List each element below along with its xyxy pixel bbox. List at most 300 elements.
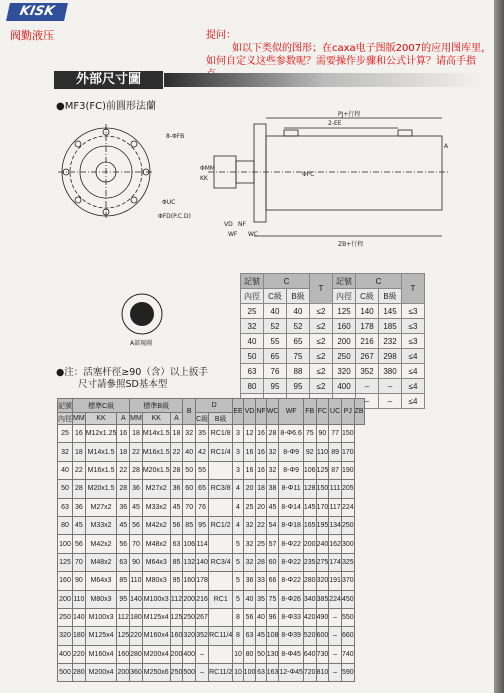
dimension-table-cell bbox=[209, 645, 233, 663]
col-fc: FC bbox=[316, 399, 329, 425]
dimension-table-cell: 50 bbox=[256, 645, 266, 663]
dimension-table-cell: 220 bbox=[73, 645, 86, 663]
dimension-table-cell: 90 bbox=[316, 425, 329, 443]
small-table-cell: 55 bbox=[264, 334, 287, 349]
small-table-cell: 32 bbox=[241, 319, 264, 334]
small-table-cell: 200 bbox=[333, 334, 356, 349]
question-body: 如以下类似的图形；在caxa电子图版2007的应用图库里，如何自定义这些参数呢？需要操作步骤和公式计算？请高手指 bbox=[206, 43, 492, 67]
dimension-table-cell: M33x2 bbox=[85, 516, 117, 534]
dimension-table-cell: 95 bbox=[170, 572, 183, 590]
col-kk-c: KK bbox=[85, 413, 117, 425]
dimension-table-cell: 267 bbox=[196, 608, 209, 626]
dimension-table-cell: 40 bbox=[256, 608, 266, 626]
page-edge-shadow bbox=[494, 0, 504, 693]
small-table-cell: ≤4 bbox=[402, 349, 425, 364]
dimension-table-cell: M48x2 bbox=[85, 553, 117, 571]
small-header-bore: 內徑 bbox=[241, 289, 264, 304]
dimension-table-cell: 16 bbox=[243, 443, 256, 461]
dimension-table-cell: RC3/4 bbox=[209, 553, 233, 571]
small-table-cell: 216 bbox=[356, 334, 379, 349]
small-table-row bbox=[241, 304, 425, 319]
dimension-table-cell: 80 bbox=[58, 516, 73, 534]
dimension-table-cell: 85 bbox=[117, 572, 130, 590]
c-dimension-table bbox=[240, 273, 425, 409]
small-table-cell: 40 bbox=[287, 304, 310, 319]
dimension-table-cell: 325 bbox=[341, 553, 354, 571]
dimension-table-cell: 224 bbox=[341, 498, 354, 516]
col-wf: WF bbox=[279, 399, 304, 425]
dimension-table-cell: 235 bbox=[303, 553, 316, 571]
small-table-row bbox=[241, 319, 425, 334]
dimension-table-cell: 45 bbox=[266, 498, 279, 516]
dimension-table-cell: M27x2 bbox=[142, 480, 170, 498]
dimension-table-cell: 117 bbox=[329, 498, 342, 516]
dimension-table-cell: 50 bbox=[58, 480, 73, 498]
uc-label: ΦUC bbox=[162, 199, 176, 206]
dimension-table-row bbox=[58, 443, 365, 461]
dimension-table-cell: 55 bbox=[196, 461, 209, 479]
dimension-table-cell: – bbox=[329, 608, 342, 626]
dimension-table-cell: – bbox=[196, 645, 209, 663]
dimension-table-cell: 160 bbox=[183, 572, 196, 590]
dimension-table-cell: – bbox=[329, 627, 342, 645]
dimension-table-cell: 63 bbox=[117, 553, 130, 571]
dimension-table-cell: 4 bbox=[233, 480, 243, 498]
dimension-table-cell: M20x1.5 bbox=[142, 461, 170, 479]
col-mm-c: MM bbox=[73, 413, 86, 425]
dimension-table-cell: 36 bbox=[243, 572, 256, 590]
dimension-table-cell: 22 bbox=[170, 443, 183, 461]
dimension-table-cell: 660 bbox=[341, 627, 354, 645]
title-stripe bbox=[164, 73, 484, 87]
dimension-table-cell: 178 bbox=[196, 572, 209, 590]
small-header-b-grade-2: B級 bbox=[379, 289, 402, 304]
dimension-table-cell: 106 bbox=[303, 461, 316, 479]
dimension-table-cell: 28 bbox=[130, 461, 143, 479]
dimension-table-cell: M42x2 bbox=[85, 535, 117, 553]
dimension-table-cell: – bbox=[329, 664, 342, 682]
dimension-table-cell: 54 bbox=[266, 516, 279, 534]
dimension-table-cell: 50 bbox=[183, 461, 196, 479]
col-kk-b: KK bbox=[142, 413, 170, 425]
dimension-table-cell: 160 bbox=[170, 627, 183, 645]
small-table-cell: 65 bbox=[287, 334, 310, 349]
dimension-table-cell: 200 bbox=[58, 590, 73, 608]
dimension-table-cell: 42 bbox=[196, 443, 209, 461]
detail-view-label: A部視圖 bbox=[130, 340, 153, 347]
dimension-table-cell: 22 bbox=[256, 516, 266, 534]
dimension-table-cell: – bbox=[196, 664, 209, 682]
dimension-table-cell: 740 bbox=[341, 645, 354, 663]
dimension-table-cell: 25 bbox=[243, 498, 256, 516]
dimension-table-cell: 5 bbox=[233, 553, 243, 571]
dimension-table-row bbox=[58, 535, 365, 553]
dimension-table-cell: 8-Φ39 bbox=[279, 627, 304, 645]
col-vd: VD bbox=[243, 399, 256, 425]
dimension-table-cell: 275 bbox=[316, 553, 329, 571]
vd-label: VD bbox=[224, 221, 233, 228]
dimension-table-cell: 180 bbox=[130, 608, 143, 626]
dimension-table-cell: 45 bbox=[170, 498, 183, 516]
dimension-table-cell: 4 bbox=[233, 498, 243, 516]
dimension-table-cell: 40 bbox=[58, 461, 73, 479]
dimension-table-row bbox=[58, 572, 365, 590]
small-table-cell: 160 bbox=[333, 319, 356, 334]
dimension-table-cell: 125 bbox=[316, 461, 329, 479]
dimension-table-cell: 16 bbox=[256, 461, 266, 479]
dimension-table-cell: M80x3 bbox=[142, 572, 170, 590]
small-table-cell: 75 bbox=[287, 349, 310, 364]
dimension-table-cell: M64x3 bbox=[142, 553, 170, 571]
small-table-cell: – bbox=[356, 379, 379, 394]
dimension-table-cell: M80x3 bbox=[85, 590, 117, 608]
dimension-table-cell: RC1/8 bbox=[209, 425, 233, 443]
dimension-table-cell: 32 bbox=[266, 461, 279, 479]
dimension-table-cell: 8 bbox=[233, 608, 243, 626]
dimension-table-cell: 70 bbox=[130, 535, 143, 553]
dimension-table-cell: 370 bbox=[341, 572, 354, 590]
dimension-table-row bbox=[58, 627, 365, 645]
dimension-table-cell: 8 bbox=[233, 627, 243, 645]
dimension-table-cell: 20 bbox=[243, 480, 256, 498]
dimension-table-cell: 100 bbox=[243, 664, 256, 682]
dimension-table-cell: 205 bbox=[341, 480, 354, 498]
dimension-table-cell: 191 bbox=[329, 572, 342, 590]
dimension-table-cell: 8-Φ22 bbox=[279, 535, 304, 553]
dimension-table-row bbox=[58, 608, 365, 626]
dimension-table-cell: 16 bbox=[117, 425, 130, 443]
col-d-b: B級 bbox=[209, 413, 233, 425]
small-table-cell: 25 bbox=[241, 304, 264, 319]
dimension-table-cell: 250 bbox=[183, 608, 196, 626]
dimension-table-cell: 63 bbox=[256, 664, 266, 682]
dimension-table-cell: 33 bbox=[256, 572, 266, 590]
dimension-table-cell: 150 bbox=[341, 425, 354, 443]
dimension-table-cell: 106 bbox=[183, 535, 196, 553]
dimension-table-cell: 500 bbox=[58, 664, 73, 682]
small-header-t-2: T bbox=[402, 274, 425, 304]
small-table-cell: 352 bbox=[356, 364, 379, 379]
small-table-cell: ≤2 bbox=[310, 364, 333, 379]
dimension-table-cell: 590 bbox=[341, 664, 354, 682]
dimension-table-cell: 18 bbox=[73, 443, 86, 461]
col-mm-b: MM bbox=[130, 413, 143, 425]
dimension-table-row bbox=[58, 590, 365, 608]
dimension-table-cell: 16 bbox=[73, 425, 86, 443]
cylinder-side-view bbox=[208, 118, 450, 236]
dimension-table-cell: M20x1.5 bbox=[85, 480, 117, 498]
dimension-table-cell: 134 bbox=[329, 516, 342, 534]
small-table-cell: 185 bbox=[379, 319, 402, 334]
small-table-cell: ≤2 bbox=[310, 304, 333, 319]
dimension-table-cell: 110 bbox=[316, 443, 329, 461]
dimension-table-cell: 77 bbox=[329, 425, 342, 443]
dimension-table-cell: 5 bbox=[233, 535, 243, 553]
dimension-table-cell bbox=[209, 461, 233, 479]
dimension-table-cell: 8-Φ9 bbox=[279, 461, 304, 479]
dimension-table-cell bbox=[209, 535, 233, 553]
question-title: 提问： bbox=[206, 30, 236, 41]
small-table-cell: – bbox=[379, 394, 402, 409]
dimension-table-cell: 128 bbox=[303, 480, 316, 498]
dimension-table-cell: 320 bbox=[183, 627, 196, 645]
dimension-table-cell: 640 bbox=[303, 645, 316, 663]
standard-c-header: 標準C級 bbox=[73, 399, 130, 413]
small-table-row bbox=[241, 334, 425, 349]
dimension-table-cell: 10 bbox=[233, 645, 243, 663]
dimension-table-cell: M100x3 bbox=[85, 608, 117, 626]
small-table-cell: 298 bbox=[379, 349, 402, 364]
dimension-table-row bbox=[58, 645, 365, 663]
dimension-table-cell: 25 bbox=[58, 425, 73, 443]
dimension-table-cell: RC3/8 bbox=[209, 480, 233, 498]
dimension-table-cell: RC1/4 bbox=[209, 443, 233, 461]
dimension-table-cell: M42x2 bbox=[142, 516, 170, 534]
dimension-table-cell: 96 bbox=[266, 608, 279, 626]
small-table-row bbox=[241, 379, 425, 394]
dimension-table-cell: 5 bbox=[233, 590, 243, 608]
dimension-table-cell: 108 bbox=[266, 627, 279, 645]
fd-label: ΦFD(P.C.D) bbox=[158, 213, 191, 220]
dimension-table-cell: M200x4 bbox=[85, 664, 117, 682]
dimension-table-cell: 125 bbox=[170, 608, 183, 626]
dimension-table-cell: 180 bbox=[73, 627, 86, 645]
dimension-table-cell: 85 bbox=[170, 553, 183, 571]
dimension-table-cell: 8-Φ26 bbox=[279, 590, 304, 608]
col-nf: NF bbox=[256, 399, 266, 425]
dimension-table-cell: 56 bbox=[130, 516, 143, 534]
dimension-table-cell: 18 bbox=[170, 425, 183, 443]
dimension-table-cell: 18 bbox=[130, 425, 143, 443]
dimension-table-cell: 10 bbox=[233, 664, 243, 682]
dimension-table-cell: 90 bbox=[130, 553, 143, 571]
dimension-table-cell: M64x3 bbox=[85, 572, 117, 590]
dimension-table-cell: 450 bbox=[341, 590, 354, 608]
small-table-cell: 250 bbox=[333, 349, 356, 364]
small-header-c-grade: C級 bbox=[264, 289, 287, 304]
dimension-table-cell: 32 bbox=[183, 425, 196, 443]
dimension-table-cell: 80 bbox=[243, 645, 256, 663]
dimension-table-cell: 250 bbox=[341, 516, 354, 534]
dimension-table-cell: 76 bbox=[196, 498, 209, 516]
note-line-2: 尺寸請參照SD基本型 bbox=[78, 379, 168, 390]
small-table-cell: 40 bbox=[264, 304, 287, 319]
small-table-cell: ≤3 bbox=[402, 304, 425, 319]
small-table-cell: – bbox=[379, 379, 402, 394]
dimension-table-cell bbox=[209, 498, 233, 516]
small-table-cell: 50 bbox=[241, 349, 264, 364]
dimension-table-cell: 60 bbox=[266, 553, 279, 571]
dimension-table-cell: 12 bbox=[243, 425, 256, 443]
dimension-table-cell: 216 bbox=[196, 590, 209, 608]
small-table-cell: 320 bbox=[333, 364, 356, 379]
dimension-table-cell: 200 bbox=[303, 535, 316, 553]
dimension-table-cell: 40 bbox=[183, 443, 196, 461]
dimension-table-cell: 56 bbox=[73, 535, 86, 553]
dimension-table-cell: 810 bbox=[316, 664, 329, 682]
dimension-table-cell: 28 bbox=[170, 461, 183, 479]
dimension-table-cell: 150 bbox=[316, 480, 329, 498]
dimension-table-cell: 38 bbox=[266, 480, 279, 498]
dimension-table-cell: 8-Φ11 bbox=[279, 480, 304, 498]
detail-view-drawing bbox=[112, 290, 172, 338]
dimension-table-cell: 111 bbox=[329, 480, 342, 498]
dimension-table-cell: M16x1.5 bbox=[142, 443, 170, 461]
small-header-b-grade: B級 bbox=[287, 289, 310, 304]
small-table-cell: ≤2 bbox=[310, 349, 333, 364]
small-table-cell: 95 bbox=[287, 379, 310, 394]
dimension-table-cell: 320 bbox=[58, 627, 73, 645]
dimension-table-cell: 60 bbox=[183, 480, 196, 498]
dimension-table-cell: M160x4 bbox=[85, 645, 117, 663]
dimension-table-cell: 352 bbox=[196, 627, 209, 645]
col-a-b: A bbox=[170, 413, 183, 425]
dimension-table-cell: 28 bbox=[73, 480, 86, 498]
dimension-table-cell: 90 bbox=[73, 572, 86, 590]
dimension-table-cell: RC1/2 bbox=[209, 516, 233, 534]
dimension-table-cell: 89 bbox=[329, 443, 342, 461]
dimension-table-cell: M16x1.5 bbox=[85, 461, 117, 479]
dimension-table-cell: 65 bbox=[196, 480, 209, 498]
dimension-table-cell: 400 bbox=[58, 645, 73, 663]
section-title: 外部尺寸圖 bbox=[54, 71, 163, 89]
dimension-table-cell: M14x1.5 bbox=[142, 425, 170, 443]
small-table-row bbox=[241, 364, 425, 379]
small-table-cell: 125 bbox=[333, 304, 356, 319]
small-table-cell: 178 bbox=[356, 319, 379, 334]
corner-mark: 記號 bbox=[58, 399, 73, 413]
dimension-table-cell: 280 bbox=[303, 572, 316, 590]
dimension-table-cell: 160 bbox=[117, 645, 130, 663]
dimension-table-cell: 163 bbox=[266, 664, 279, 682]
dimension-table-cell: 140 bbox=[196, 553, 209, 571]
dimension-table-cell: 45 bbox=[73, 516, 86, 534]
dimension-table-cell: 66 bbox=[266, 572, 279, 590]
dimension-table-cell: 250 bbox=[170, 664, 183, 682]
dimension-table-cell: 360 bbox=[130, 664, 143, 682]
dimension-table-cell: 75 bbox=[266, 590, 279, 608]
dimension-table-cell: 224 bbox=[329, 590, 342, 608]
dimension-table-cell: 3 bbox=[233, 461, 243, 479]
col-a-c: A bbox=[117, 413, 130, 425]
small-header-c-2: C bbox=[356, 274, 402, 289]
dimension-table-cell: 250 bbox=[58, 608, 73, 626]
small-header-c-grade-2: C級 bbox=[356, 289, 379, 304]
dimension-table-cell: 195 bbox=[316, 516, 329, 534]
dimension-table-cell: 280 bbox=[130, 645, 143, 663]
cylinder-drawing bbox=[58, 110, 498, 272]
dimension-table-cell: 400 bbox=[183, 645, 196, 663]
dimension-table-cell: 75 bbox=[303, 425, 316, 443]
dimension-table-cell: 32 bbox=[266, 443, 279, 461]
dimension-table-cell: 4 bbox=[233, 516, 243, 534]
small-table-cell: ≤3 bbox=[402, 319, 425, 334]
small-table-row bbox=[241, 349, 425, 364]
pj-label: PJ+行程 bbox=[338, 111, 361, 118]
dimension-table-cell: 63 bbox=[58, 498, 73, 516]
dimension-table-cell: 16 bbox=[243, 461, 256, 479]
dimension-table-cell: 63 bbox=[243, 627, 256, 645]
dimension-table-cell: – bbox=[329, 645, 342, 663]
dimension-table-row bbox=[58, 664, 365, 682]
mm-label: ΦMM bbox=[200, 165, 216, 172]
dimension-table-cell: 125 bbox=[58, 553, 73, 571]
dimension-table-cell: 5 bbox=[233, 572, 243, 590]
dimension-table-cell: 3 bbox=[233, 443, 243, 461]
dimension-table-cell: 160 bbox=[58, 572, 73, 590]
dimension-table-cell: M12x1.25 bbox=[85, 425, 117, 443]
dimension-table-cell: 112 bbox=[170, 590, 183, 608]
dimension-table-cell: 100 bbox=[58, 535, 73, 553]
dimension-table-cell: 25 bbox=[256, 535, 266, 553]
note-text bbox=[56, 367, 226, 391]
dimension-table-cell: M125x4 bbox=[85, 627, 117, 645]
dimension-table-cell: 220 bbox=[130, 627, 143, 645]
dimension-table-cell: 8-Φ6.6 bbox=[279, 425, 304, 443]
small-table-cell: 40 bbox=[241, 334, 264, 349]
section-subtitle: ●MF3(FC)前圓形法蘭 bbox=[56, 101, 157, 112]
dimension-table-cell: 57 bbox=[266, 535, 279, 553]
dimension-table-cell: 340 bbox=[303, 590, 316, 608]
small-table-cell: 380 bbox=[379, 364, 402, 379]
kk-label: KK bbox=[200, 175, 208, 182]
dimension-table-cell: 132 bbox=[183, 553, 196, 571]
note-line-1: ●注：活塞杆徑≥90（含）以上扳手 bbox=[56, 367, 208, 378]
dimension-table-cell: 145 bbox=[303, 498, 316, 516]
dimension-table-cell: 280 bbox=[73, 664, 86, 682]
dimension-table-cell: 240 bbox=[316, 535, 329, 553]
small-table-cell: 88 bbox=[287, 364, 310, 379]
col-pj: PJ bbox=[341, 399, 354, 425]
dimension-table-cell: 36 bbox=[130, 480, 143, 498]
small-table-cell: ≤2 bbox=[310, 334, 333, 349]
small-header-mark: 記號 bbox=[241, 274, 264, 289]
dimension-table-cell: 420 bbox=[303, 608, 316, 626]
dimension-table-cell: 87 bbox=[329, 461, 342, 479]
dimension-table-cell: 63 bbox=[170, 535, 183, 553]
dimension-table-cell: 170 bbox=[316, 498, 329, 516]
dimension-table-cell: 56 bbox=[170, 516, 183, 534]
fb-label: 8-ΦFB bbox=[166, 133, 185, 140]
dimension-table-cell: 22 bbox=[117, 461, 130, 479]
dimension-table-cell: 18 bbox=[256, 480, 266, 498]
col-ee: EE bbox=[233, 399, 243, 425]
standard-b-header: 標準B級 bbox=[130, 399, 183, 413]
dimension-table-cell: 162 bbox=[329, 535, 342, 553]
dimension-table-cell: RC11/4 bbox=[209, 627, 233, 645]
ee-label: 2-EE bbox=[328, 120, 342, 127]
a-label: A bbox=[444, 143, 449, 150]
dimension-table-cell: 32 bbox=[243, 535, 256, 553]
dimension-table-cell: 200 bbox=[183, 590, 196, 608]
dimension-table-cell: 112 bbox=[117, 608, 130, 626]
dimension-table-cell: M27x2 bbox=[85, 498, 117, 516]
dimension-table-cell: M48x2 bbox=[142, 535, 170, 553]
dimension-table-cell: 730 bbox=[316, 645, 329, 663]
dimension-table-cell: 36 bbox=[73, 498, 86, 516]
col-zb: ZB bbox=[354, 399, 364, 425]
dimension-table-cell: 125 bbox=[117, 627, 130, 645]
dimension-table-cell: 32 bbox=[243, 516, 256, 534]
dimension-table-cell: 85 bbox=[183, 516, 196, 534]
dimension-table-cell: 170 bbox=[341, 443, 354, 461]
small-table-cell: 63 bbox=[241, 364, 264, 379]
dimension-table-cell: 20 bbox=[256, 498, 266, 516]
dimension-table-row bbox=[58, 461, 365, 479]
dimension-table-cell: M200x4 bbox=[142, 645, 170, 663]
dimension-table-cell: 18 bbox=[117, 443, 130, 461]
small-table-cell: 76 bbox=[264, 364, 287, 379]
